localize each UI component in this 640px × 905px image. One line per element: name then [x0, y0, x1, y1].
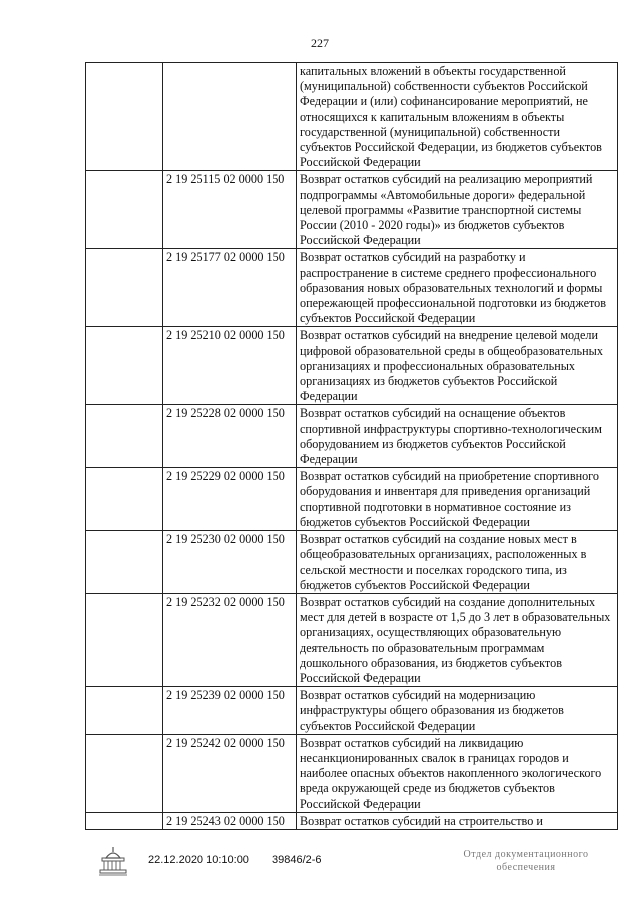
description-cell: Возврат остатков субсидий на ликвидацию несанкционированных свалок в границах городов и наиболее опасных объектов накопленного экологического вреда окружающей среде из бюджетов субъектов Российской Федерации	[297, 734, 618, 812]
empty-cell	[86, 593, 163, 686]
stamp-line-1: Отдел документационного	[463, 849, 589, 860]
table-row	[86, 171, 618, 249]
empty-cell	[86, 405, 163, 468]
budget-code-cell: 2 19 25243 02 0000 150	[163, 812, 297, 829]
table-row	[86, 63, 618, 171]
table-row	[86, 249, 618, 327]
empty-cell	[86, 468, 163, 531]
description-cell: Возврат остатков субсидий на создание дополнительных мест для детей в возрасте от 1,5 до 3 лет в образовательных организациях, осуществляющих образовательную деятельность по образовательным программам дошкольного образования, из бюджетов субъектов Российской Федерации	[297, 593, 618, 686]
empty-cell	[86, 531, 163, 594]
description-cell: Возврат остатков субсидий на реализацию мероприятий подпрограммы «Автомобильные дороги» федеральной целевой программы «Развитие транспортной системы России (2010 - 2020 годы)» из бюджетов субъектов Российской Федерации	[297, 171, 618, 249]
table-row	[86, 405, 618, 468]
budget-code-cell: 2 19 25115 02 0000 150	[163, 171, 297, 249]
description-cell: Возврат остатков субсидий на модернизацию инфраструктуры общего образования из бюджетов субъектов Российской Федерации	[297, 687, 618, 735]
table-row	[86, 687, 618, 735]
description-cell: Возврат остатков субсидий на внедрение целевой модели цифровой образовательной среды в общеобразовательных организациях и профессиональных образовательных организациях из бюджетов субъектов Российской Федерации	[297, 327, 618, 405]
budget-code-cell: 2 19 25210 02 0000 150	[163, 327, 297, 405]
footer-date: 22.12.2020 10:10:00	[148, 854, 249, 866]
empty-cell	[86, 249, 163, 327]
budget-code-cell: 2 19 25242 02 0000 150	[163, 734, 297, 812]
empty-cell	[86, 327, 163, 405]
table-row	[86, 593, 618, 686]
description-cell: Возврат остатков субсидий на приобретение спортивного оборудования и инвентаря для приведения организаций спортивной подготовки в нормативное состояние из бюджетов субъектов Российской Федерации	[297, 468, 618, 531]
page-number: 227	[311, 36, 329, 50]
budget-code-cell: 2 19 25229 02 0000 150	[163, 468, 297, 531]
empty-cell	[86, 687, 163, 735]
description-cell: Возврат остатков субсидий на строительство и	[297, 812, 618, 829]
budget-codes-table	[85, 62, 618, 830]
description-cell: Возврат остатков субсидий на оснащение объектов спортивной инфраструктуры спортивно-технологическим оборудованием из бюджетов субъектов Российской Федерации	[297, 405, 618, 468]
duma-logo-icon	[96, 844, 130, 884]
table-row	[86, 812, 618, 829]
budget-code-cell: 2 19 25230 02 0000 150	[163, 531, 297, 594]
description-cell: Возврат остатков субсидий на разработку и распространение в системе среднего профессионального образования новых образовательных технологий и формы опережающей профессиональной подготовки из бюджетов субъектов Российской Федерации	[297, 249, 618, 327]
budget-code-cell: 2 19 25228 02 0000 150	[163, 405, 297, 468]
stamp-line-2: обеспечения	[496, 862, 556, 873]
description-cell: капитальных вложений в объекты государственной (муниципальной) собственности субъектов Российской Федерации и (или) софинансирование мероприятий, не относящихся к капитальным вложениям в объекты государственной (муниципальной) собственности субъектов Российской Федерации, из бюджетов субъектов Российской Федерации	[297, 63, 618, 171]
page-footer	[0, 844, 640, 894]
budget-code-cell: 2 19 25177 02 0000 150	[163, 249, 297, 327]
budget-code-cell	[163, 63, 297, 171]
empty-cell	[86, 812, 163, 829]
empty-cell	[86, 63, 163, 171]
table-row	[86, 734, 618, 812]
table-row	[86, 327, 618, 405]
table-row	[86, 468, 618, 531]
footer-doc-number: 39846/2-6	[272, 854, 322, 866]
empty-cell	[86, 734, 163, 812]
empty-cell	[86, 171, 163, 249]
department-stamp	[446, 848, 606, 874]
description-cell: Возврат остатков субсидий на создание новых мест в общеобразовательных организациях, расположенных в сельской местности и поселках городского типа, из бюджетов субъектов Российской Федерации	[297, 531, 618, 594]
budget-code-cell: 2 19 25232 02 0000 150	[163, 593, 297, 686]
budget-code-cell: 2 19 25239 02 0000 150	[163, 687, 297, 735]
table-row	[86, 531, 618, 594]
